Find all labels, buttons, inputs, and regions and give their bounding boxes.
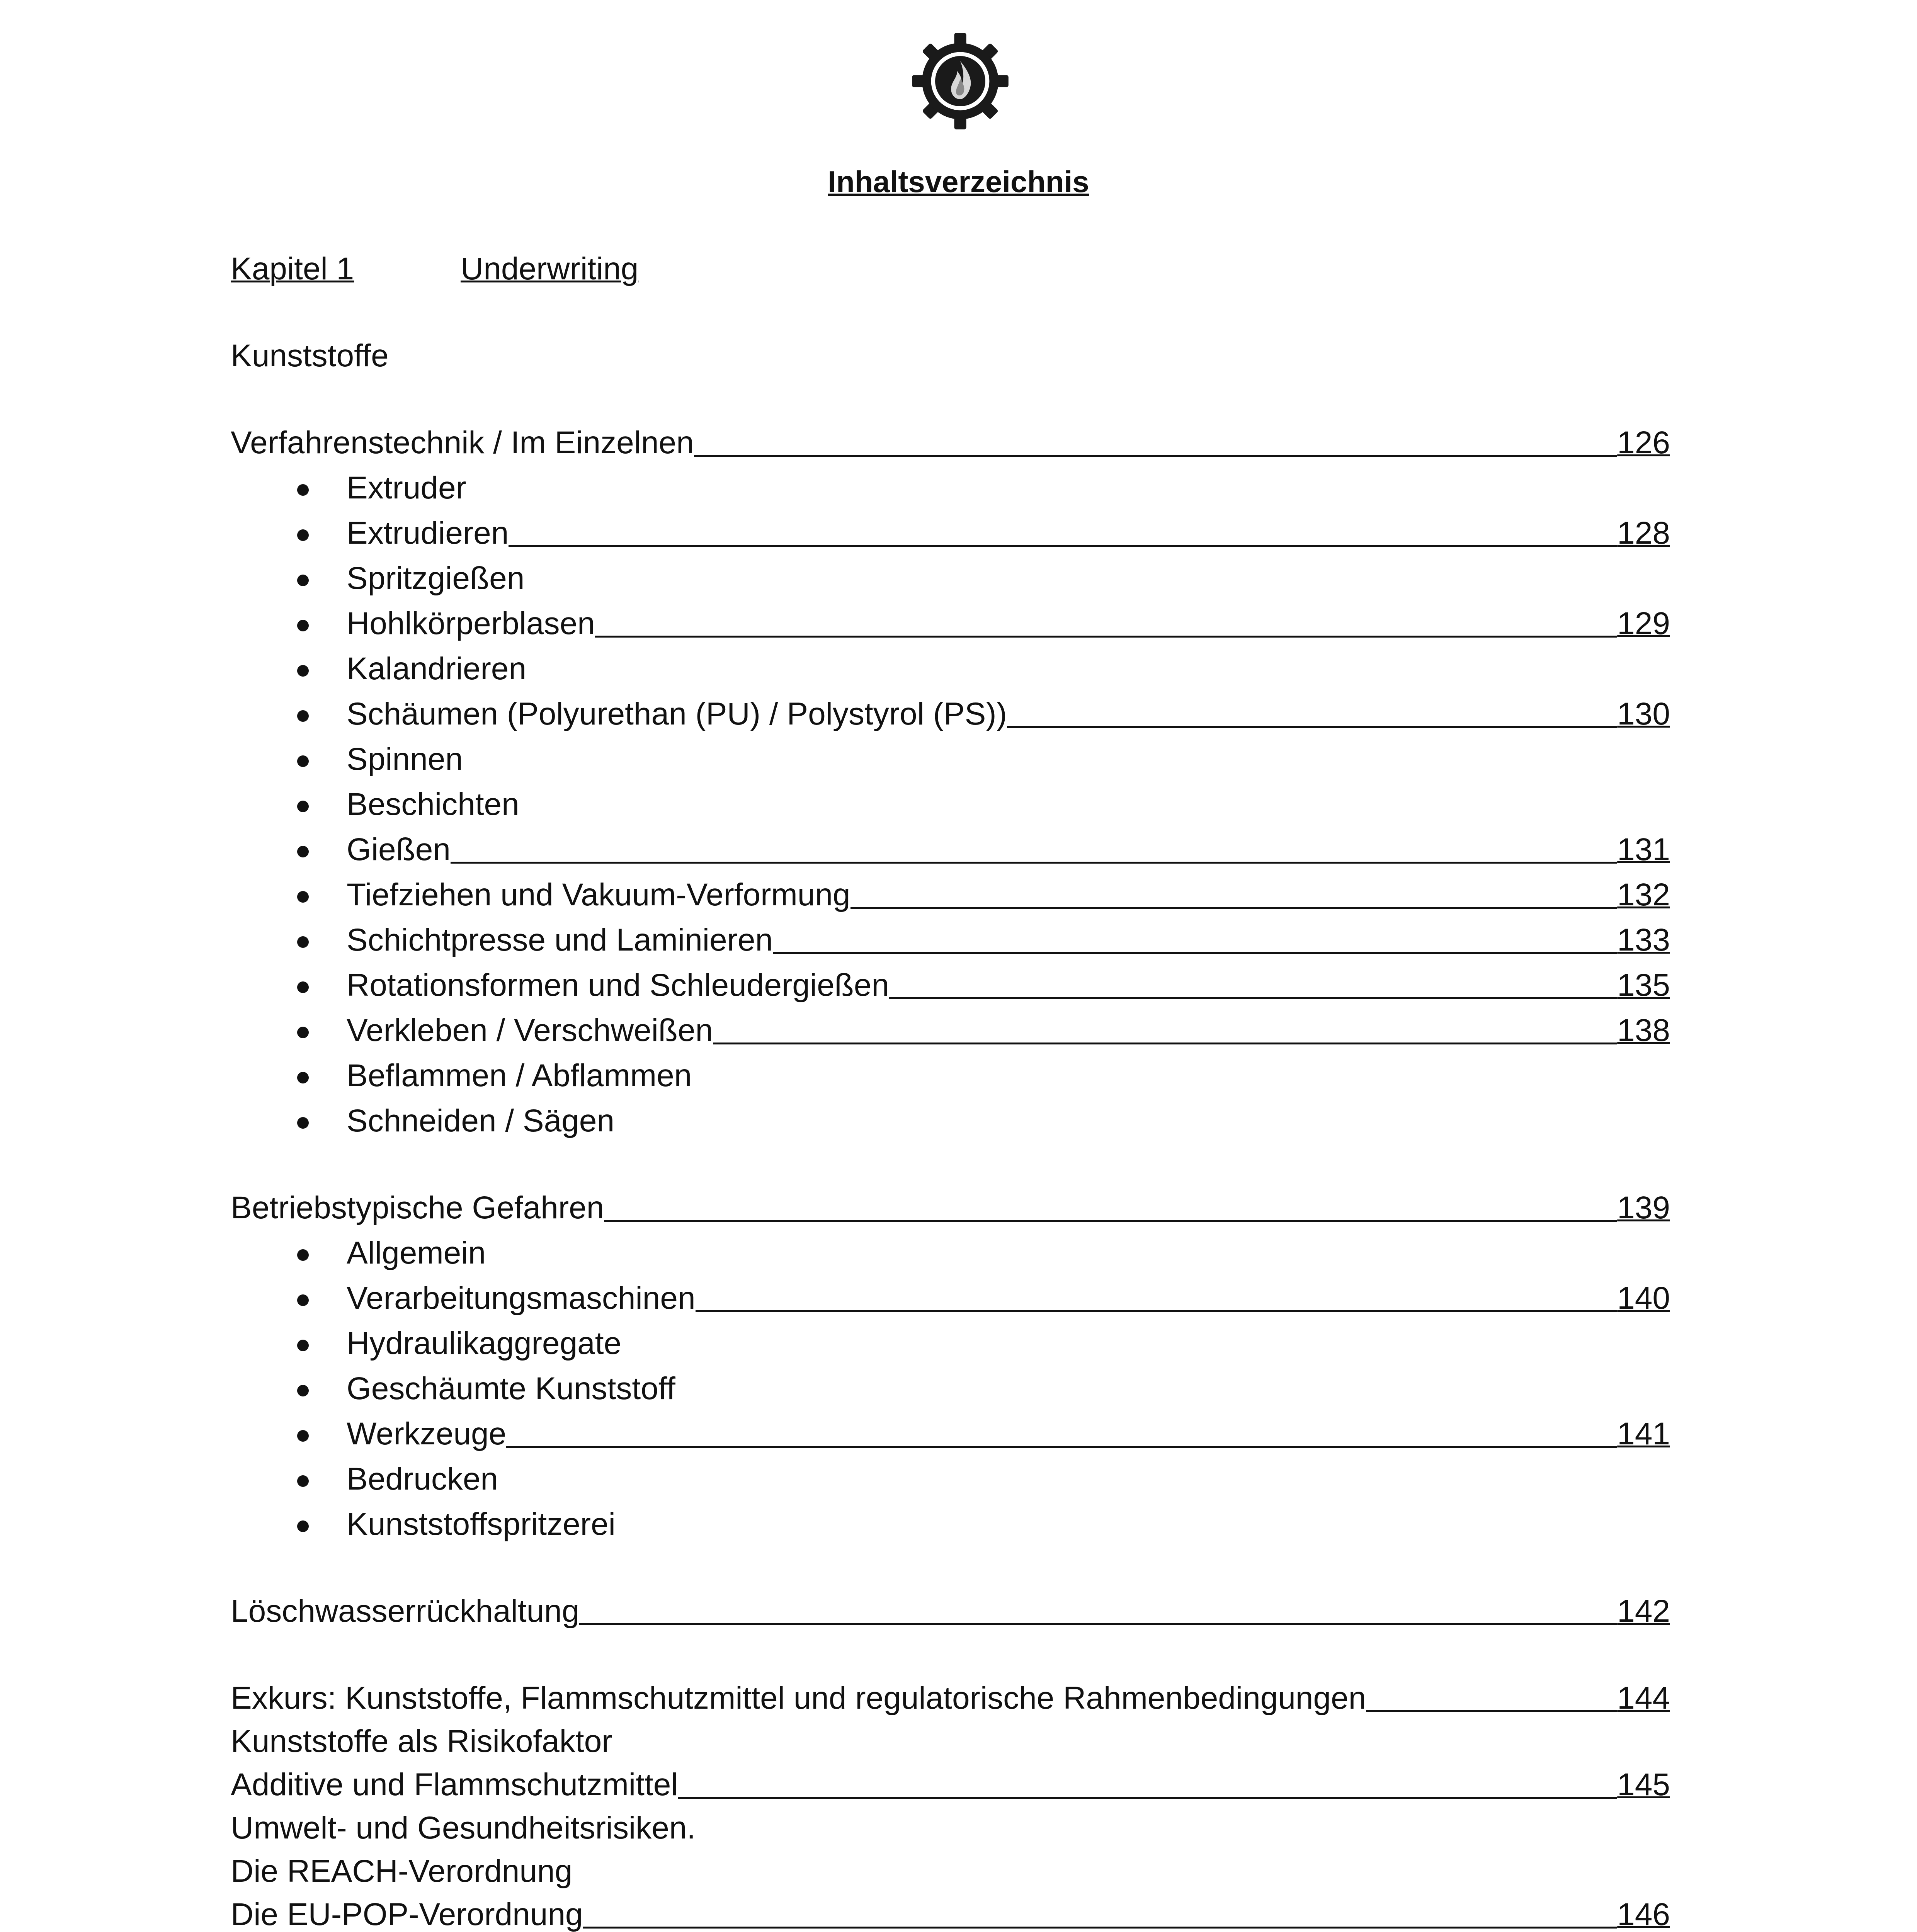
entry-label: Extrudieren bbox=[347, 515, 509, 551]
entry-label: Additive und Flammschutzmittel bbox=[231, 1767, 678, 1802]
chapter-name: Underwriting bbox=[461, 251, 639, 286]
toc-subentry[interactable] bbox=[347, 1503, 1670, 1546]
entry-page: 138 bbox=[1617, 1013, 1670, 1048]
entry-page: 146 bbox=[1617, 1897, 1670, 1932]
toc-subentry[interactable] bbox=[347, 647, 1670, 690]
toc-subentry[interactable] bbox=[347, 557, 1670, 600]
toc-entry[interactable] bbox=[231, 1806, 1670, 1850]
entry-label: Allgemein bbox=[347, 1235, 486, 1270]
dot-leader bbox=[889, 997, 1617, 999]
bullet-icon bbox=[297, 484, 309, 496]
toc-subentry[interactable] bbox=[347, 512, 1670, 555]
chapter-label: Kapitel 1 bbox=[231, 251, 354, 286]
bullet-icon bbox=[297, 755, 309, 767]
bullet-icon bbox=[297, 801, 309, 812]
bullet-icon bbox=[297, 1294, 309, 1306]
toc-entry[interactable] bbox=[231, 421, 1670, 464]
bullet-icon bbox=[297, 891, 309, 903]
toc-entry[interactable] bbox=[231, 1720, 1670, 1763]
toc-subentry[interactable] bbox=[347, 1009, 1670, 1052]
dot-leader bbox=[506, 1446, 1617, 1448]
toc-entry[interactable] bbox=[231, 1850, 1670, 1893]
dot-leader bbox=[678, 1797, 1618, 1799]
gear-flame-logo-icon bbox=[910, 31, 1010, 131]
bullet-icon bbox=[297, 710, 309, 722]
entry-label: Gießen bbox=[347, 832, 451, 867]
toc-subentry[interactable] bbox=[347, 692, 1670, 736]
dot-leader bbox=[713, 1043, 1617, 1044]
entry-label: Schäumen (Polyurethan (PU) / Polystyrol (PS)) bbox=[347, 696, 1007, 731]
toc-subentry[interactable] bbox=[347, 1277, 1670, 1320]
bullet-icon bbox=[297, 936, 309, 948]
entry-label: Löschwasserrückhaltung bbox=[231, 1594, 580, 1629]
toc-subentry[interactable] bbox=[347, 873, 1670, 917]
entry-label: Extruder bbox=[347, 470, 466, 505]
entry-label: Hydraulikaggregate bbox=[347, 1326, 622, 1361]
entry-page: 128 bbox=[1617, 515, 1670, 551]
entry-label: Beflammen / Abflammen bbox=[347, 1058, 692, 1093]
entry-page: 145 bbox=[1617, 1767, 1670, 1802]
entry-label: Verfahrenstechnik / Im Einzelnen bbox=[231, 425, 694, 460]
section-heading-label: Kunststoffe bbox=[231, 338, 389, 373]
dot-leader bbox=[694, 455, 1617, 457]
bullet-icon bbox=[297, 846, 309, 857]
dot-leader bbox=[850, 907, 1618, 909]
entry-label: Spritzgießen bbox=[347, 561, 525, 596]
toc-entry[interactable] bbox=[231, 1186, 1670, 1230]
bullet-icon bbox=[297, 1117, 309, 1129]
entry-label: Umwelt- und Gesundheitsrisiken. bbox=[231, 1810, 696, 1845]
entry-label: Kalandrieren bbox=[347, 651, 526, 686]
entry-page: 126 bbox=[1617, 425, 1670, 460]
bullet-icon bbox=[297, 1475, 309, 1487]
dot-leader bbox=[1007, 726, 1617, 728]
entry-label: Kunststoffe als Risikofaktor bbox=[231, 1724, 612, 1759]
bullet-icon bbox=[297, 1027, 309, 1038]
entry-label: Die REACH-Verordnung bbox=[231, 1854, 573, 1889]
bullet-icon bbox=[297, 620, 309, 631]
toc-subentry[interactable] bbox=[347, 1054, 1670, 1097]
entry-label: Verarbeitungsmaschinen bbox=[347, 1281, 696, 1316]
entry-page: 131 bbox=[1617, 832, 1670, 867]
entry-page: 132 bbox=[1617, 877, 1670, 912]
dot-leader bbox=[583, 1927, 1618, 1929]
entry-label: Spinnen bbox=[347, 742, 463, 777]
entry-page: 139 bbox=[1617, 1190, 1670, 1225]
toc-entry[interactable] bbox=[231, 1677, 1670, 1720]
entry-label: Kunststoffspritzerei bbox=[347, 1507, 616, 1542]
entry-page: 144 bbox=[1617, 1680, 1670, 1716]
dot-leader bbox=[1366, 1710, 1617, 1712]
toc-subentry[interactable] bbox=[347, 828, 1670, 871]
toc-subentry[interactable] bbox=[347, 1231, 1670, 1275]
dot-leader bbox=[604, 1220, 1617, 1222]
toc-entry[interactable] bbox=[231, 1893, 1670, 1932]
toc-subentry[interactable] bbox=[347, 1367, 1670, 1410]
bullet-icon bbox=[297, 1385, 309, 1396]
toc-subentry[interactable] bbox=[347, 1322, 1670, 1365]
bullet-icon bbox=[297, 1520, 309, 1532]
entry-page: 142 bbox=[1617, 1594, 1670, 1629]
toc-subentry[interactable] bbox=[347, 466, 1670, 510]
bullet-icon bbox=[297, 1072, 309, 1083]
entry-page: 141 bbox=[1617, 1416, 1670, 1451]
entry-label: Hohlkörperblasen bbox=[347, 606, 595, 641]
entry-label: Geschäumte Kunststoff bbox=[347, 1371, 675, 1406]
toc-title: Inhaltsverzeichnis bbox=[828, 165, 1089, 199]
section-heading bbox=[231, 334, 1670, 378]
bullet-icon bbox=[297, 665, 309, 677]
bullet-icon bbox=[297, 1340, 309, 1351]
entry-label: Werkzeuge bbox=[347, 1416, 507, 1451]
entry-page: 140 bbox=[1617, 1281, 1670, 1316]
toc-subentry[interactable] bbox=[347, 1458, 1670, 1501]
bullet-icon bbox=[297, 1430, 309, 1442]
toc-subentry[interactable] bbox=[347, 783, 1670, 826]
entry-page: 133 bbox=[1617, 922, 1670, 957]
entry-label: Beschichten bbox=[347, 787, 519, 822]
entry-label: Betriebstypische Gefahren bbox=[231, 1190, 604, 1225]
dot-leader bbox=[451, 862, 1617, 864]
bullet-icon bbox=[297, 981, 309, 993]
entry-label: Bedrucken bbox=[347, 1461, 498, 1497]
entry-page: 129 bbox=[1617, 606, 1670, 641]
bullet-icon bbox=[297, 1249, 309, 1261]
bullet-icon bbox=[297, 529, 309, 541]
dot-leader bbox=[509, 545, 1617, 547]
toc-subentry[interactable] bbox=[347, 918, 1670, 962]
dot-leader bbox=[595, 636, 1617, 638]
bullet-icon bbox=[297, 575, 309, 586]
dot-leader bbox=[696, 1310, 1618, 1312]
toc-subentry[interactable] bbox=[347, 1099, 1670, 1143]
entry-label: Die EU-POP-Verordnung bbox=[231, 1897, 583, 1932]
entry-page: 135 bbox=[1617, 968, 1670, 1003]
toc-subentry[interactable] bbox=[347, 602, 1670, 645]
entry-label: Verkleben / Verschweißen bbox=[347, 1013, 713, 1048]
dot-leader bbox=[773, 952, 1617, 954]
toc-subentry[interactable] bbox=[347, 1412, 1670, 1456]
entry-label: Schneiden / Sägen bbox=[347, 1103, 614, 1138]
entry-page: 130 bbox=[1617, 696, 1670, 731]
toc-entry[interactable] bbox=[231, 1590, 1670, 1633]
toc-subentry[interactable] bbox=[347, 964, 1670, 1007]
toc-subentry[interactable] bbox=[347, 738, 1670, 781]
toc-entry[interactable] bbox=[231, 1763, 1670, 1806]
dot-leader bbox=[579, 1623, 1617, 1625]
entry-label: Rotationsformen und Schleudergießen bbox=[347, 968, 889, 1003]
entry-label: Schichtpresse und Laminieren bbox=[347, 922, 773, 957]
entry-label: Tiefziehen und Vakuum-Verformung bbox=[347, 877, 850, 912]
entry-label: Exkurs: Kunststoffe, Flammschutzmittel und regulatorische Rahmenbedingungen bbox=[231, 1680, 1366, 1716]
